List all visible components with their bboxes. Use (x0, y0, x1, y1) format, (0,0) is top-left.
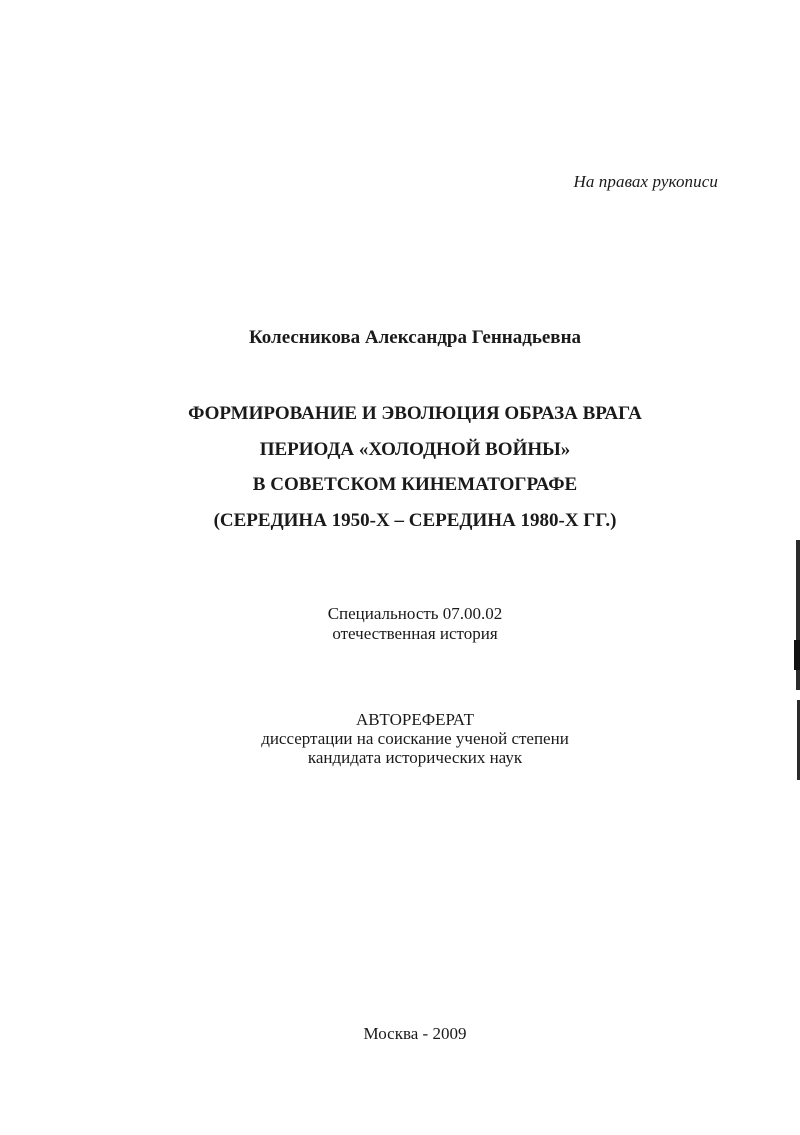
abstract-purpose: диссертации на соискание ученой степени (261, 729, 569, 748)
abstract-heading: АВТОРЕФЕРАТ (356, 710, 474, 729)
specialty-code: Специальность 07.00.02 (327, 604, 503, 623)
title-line: В СОВЕТСКОМ КИНЕМАТОГРАФЕ (252, 474, 578, 495)
dissertation-title (0, 396, 800, 538)
title-line: (СЕРЕДИНА 1950-Х – СЕРЕДИНА 1980-Х ГГ.) (213, 509, 617, 531)
title-line: ФОРМИРОВАНИЕ И ЭВОЛЮЦИЯ ОБРАЗА ВРАГА (188, 403, 642, 424)
abstract-degree: кандидата исторических наук (307, 748, 523, 767)
specialty-block (0, 604, 800, 644)
scan-edge-shadow (794, 640, 800, 670)
title-line: ПЕРИОДА «ХОЛОДНОЙ ВОЙНЫ» (259, 438, 571, 460)
manuscript-status-note: На правах рукописи (573, 172, 718, 191)
author-name: Колесникова Александра Геннадьевна (248, 327, 582, 348)
abstract-block (0, 710, 800, 767)
specialty-name: отечественная история (332, 624, 498, 643)
city-year: Москва - 2009 (363, 1024, 467, 1043)
